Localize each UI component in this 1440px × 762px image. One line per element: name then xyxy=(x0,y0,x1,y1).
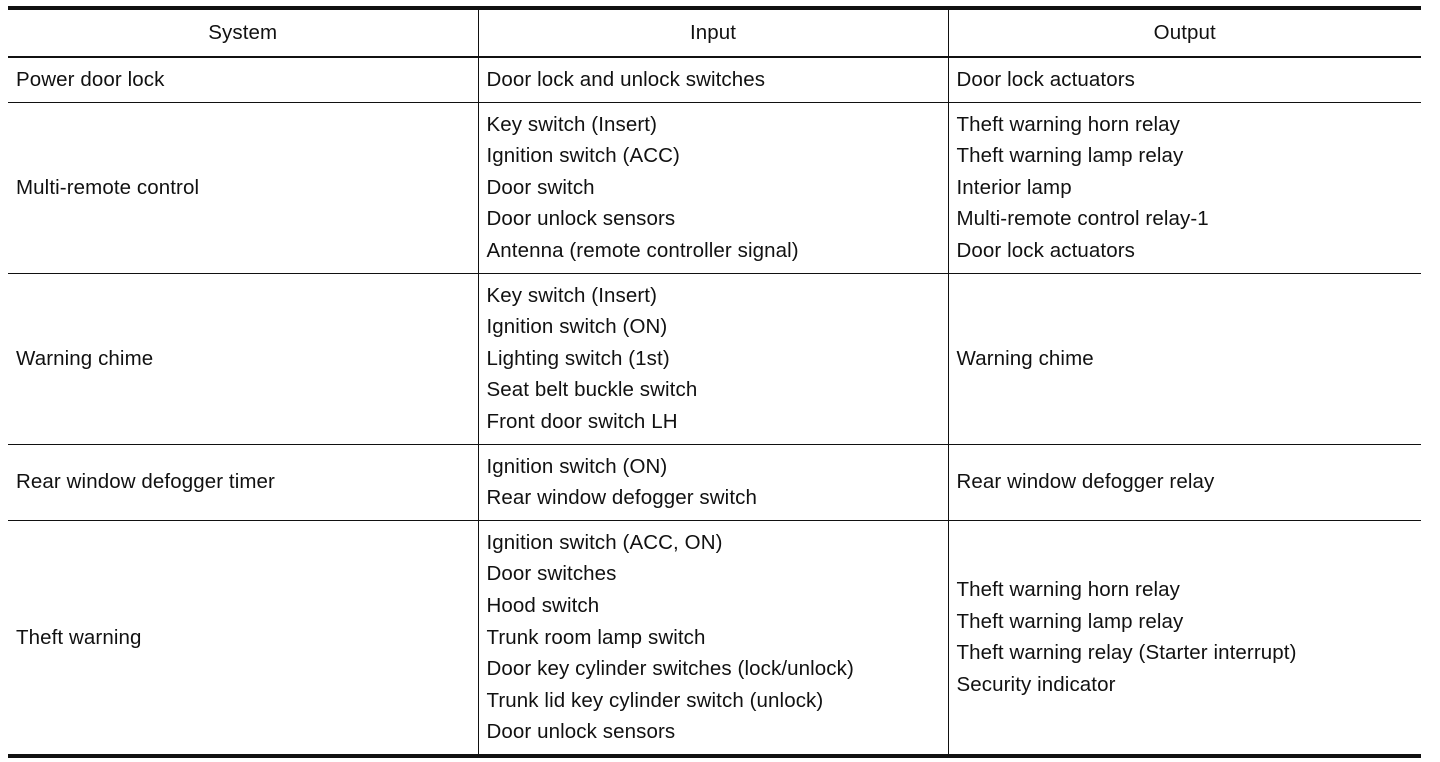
header-input: Input xyxy=(478,8,948,57)
output-item: Door lock actuators xyxy=(956,68,1136,91)
input-item: Ignition switch (ON) xyxy=(486,315,668,339)
input-item: Door unlock sensors xyxy=(486,720,676,744)
output-item: Door lock actuators xyxy=(956,238,1136,262)
table-row-warning-chime xyxy=(8,273,1421,444)
table-row-multi-remote-control xyxy=(8,102,1421,273)
input-item: Ignition switch (ACC) xyxy=(486,144,680,168)
input-item: Key switch (Insert) xyxy=(486,112,657,136)
system-cell: Rear window defogger timer xyxy=(8,444,478,520)
system-cell: Power door lock xyxy=(16,68,165,91)
input-item: Front door switch LH xyxy=(486,409,678,433)
output-item: Theft warning relay (Starter interrupt) xyxy=(956,641,1297,665)
output-item: Theft warning lamp relay xyxy=(956,609,1184,633)
system-io-table-container xyxy=(8,6,1421,758)
output-cell xyxy=(948,520,1421,756)
input-cell xyxy=(478,444,948,520)
system-cell: Warning chime xyxy=(8,273,478,444)
header-row xyxy=(8,8,1421,57)
system-cell: Multi-remote control xyxy=(8,102,478,273)
table-row-rear-window-defogger-timer xyxy=(8,444,1421,520)
table-row-theft-warning xyxy=(8,520,1421,756)
output-item: Multi-remote control relay-1 xyxy=(956,207,1209,231)
input-item: Door unlock sensors xyxy=(486,207,676,231)
input-cell xyxy=(478,102,948,273)
header-output: Output xyxy=(948,8,1421,57)
output-item: Theft warning horn relay xyxy=(956,112,1180,136)
output-item: Interior lamp xyxy=(956,175,1072,199)
input-item: Ignition switch (ACC, ON) xyxy=(486,530,723,554)
output-cell xyxy=(948,57,1421,102)
input-cell xyxy=(478,273,948,444)
header-system: System xyxy=(8,8,478,57)
output-item: Warning chime xyxy=(956,346,1094,370)
input-item: Door switches xyxy=(486,562,617,586)
input-cell xyxy=(478,57,948,102)
input-item: Key switch (Insert) xyxy=(486,283,657,307)
input-item: Lighting switch (1st) xyxy=(486,346,670,370)
input-item: Door switch xyxy=(486,175,595,199)
system-io-table xyxy=(8,6,1421,758)
input-item: Ignition switch (ON) xyxy=(486,454,668,478)
output-cell xyxy=(948,273,1421,444)
output-item: Security indicator xyxy=(956,672,1116,696)
table-row-power-door-lock xyxy=(8,57,1421,102)
output-item: Rear window defogger relay xyxy=(956,470,1215,494)
output-cell xyxy=(948,102,1421,273)
system-cell: Theft warning xyxy=(8,520,478,756)
input-item: Antenna (remote controller signal) xyxy=(486,238,799,262)
input-item: Trunk lid key cylinder switch (unlock) xyxy=(486,688,824,712)
input-item: Seat belt buckle switch xyxy=(486,378,698,402)
input-item: Rear window defogger switch xyxy=(486,486,757,510)
input-item: Trunk room lamp switch xyxy=(486,625,706,649)
input-cell xyxy=(478,520,948,756)
output-item: Theft warning lamp relay xyxy=(956,144,1184,168)
output-cell xyxy=(948,444,1421,520)
input-item: Door key cylinder switches (lock/unlock) xyxy=(486,657,854,681)
input-item: Hood switch xyxy=(486,593,600,617)
input-item: Door lock and unlock switches xyxy=(486,68,766,91)
output-item: Theft warning horn relay xyxy=(956,578,1180,602)
